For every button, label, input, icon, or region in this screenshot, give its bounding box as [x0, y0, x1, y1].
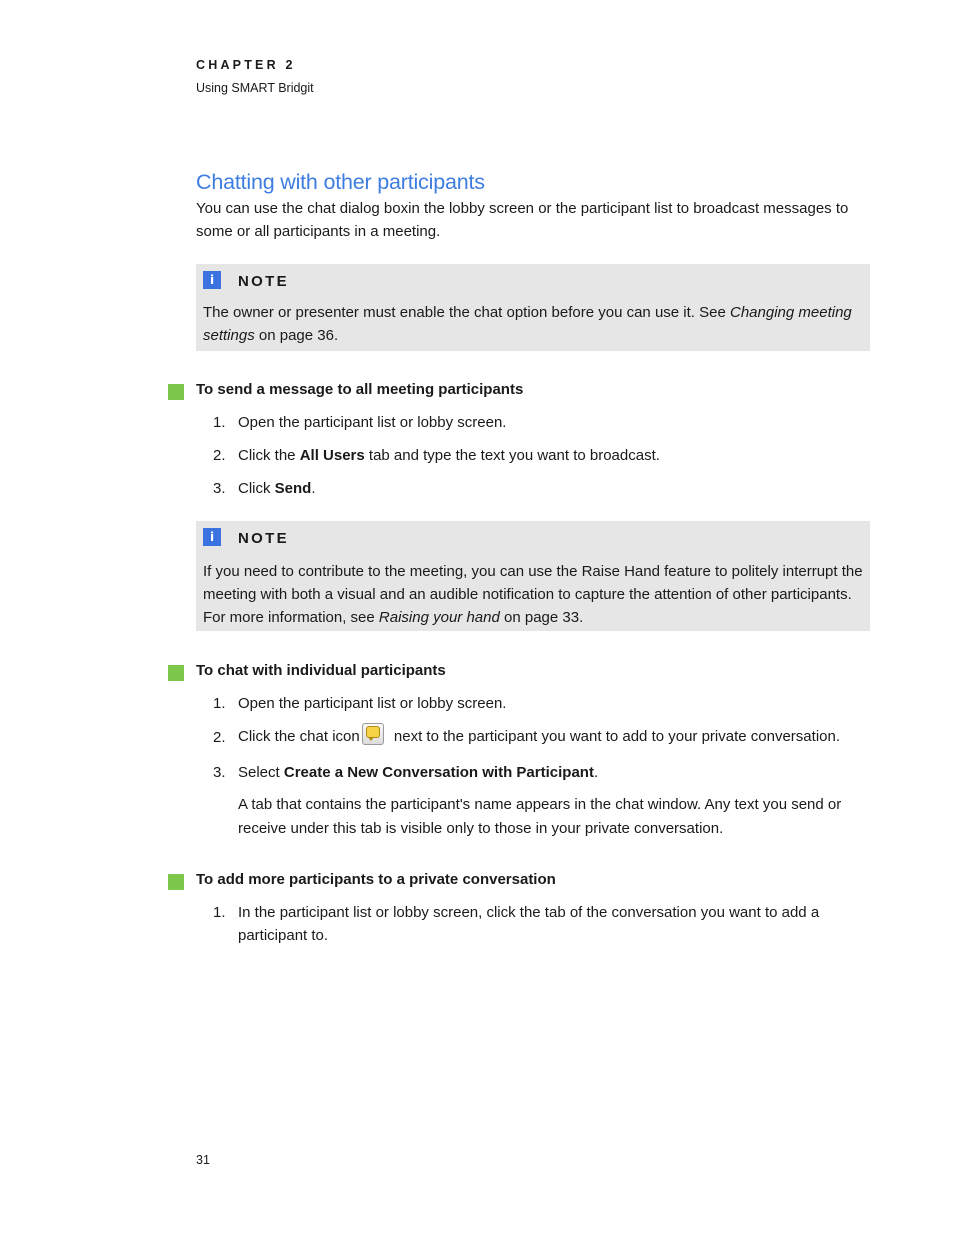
cross-reference-link[interactable]: Changing meeting settings: [203, 304, 852, 344]
step-item: [196, 411, 866, 444]
procedure-marker: [168, 665, 184, 681]
step-text: Click the All Users tab and type the text you want to broadcast.: [238, 447, 660, 464]
step-item: [196, 692, 866, 717]
step-text: Click the chat icon next to the participant you want to add to your private conversation.: [238, 723, 866, 748]
note-box: [196, 264, 870, 351]
procedure-marker: [168, 384, 184, 400]
note-heading: NOTE: [238, 273, 289, 290]
page-number: 31: [196, 1153, 210, 1167]
procedure-steps: [196, 692, 866, 793]
step-item: [196, 761, 866, 793]
procedure-title: To send a message to all meeting participants: [196, 381, 524, 398]
step-text: Open the participant list or lobby screen.: [238, 695, 507, 712]
step-text: Click Send.: [238, 480, 316, 497]
procedure-title: To add more participants to a private conversation: [196, 871, 556, 888]
procedure-steps: [196, 901, 866, 947]
step-number: 1.: [213, 904, 226, 921]
note-text: The owner or presenter must enable the chat option before you can use it. See Changing meeting settings on page 36.: [203, 304, 852, 344]
step-item: [196, 901, 866, 947]
procedure-marker: [168, 874, 184, 890]
chat-icon: [362, 723, 384, 745]
chapter-label: CHAPTER 2: [196, 58, 296, 72]
step-item: [196, 717, 866, 761]
chapter-title: Using SMART Bridgit: [196, 81, 314, 95]
intro-paragraph: You can use the chat dialog boxin the lobby screen or the participant list to broadcast messages to some or all participants in a meeting.: [196, 200, 849, 240]
procedure-title: To chat with individual participants: [196, 662, 446, 679]
note-text: If you need to contribute to the meeting, you can use the Raise Hand feature to politely interrupt the meeting with both a visual and an audible notification to capture the attention of other participants. For more information, see Raising your hand on page 33.: [203, 563, 863, 626]
step-number: 2.: [213, 729, 226, 746]
step-text: In the participant list or lobby screen, click the tab of the conversation you want to add a participant to.: [238, 904, 820, 944]
note-heading: NOTE: [238, 530, 289, 547]
info-icon: i: [203, 528, 221, 546]
step-text: Select Create a New Conversation with Participant.: [238, 764, 599, 781]
step-number: 1.: [213, 695, 226, 712]
step-number: 2.: [213, 447, 226, 464]
step-number: 1.: [213, 414, 226, 431]
note-box: [196, 521, 870, 631]
info-icon: i: [203, 271, 221, 289]
step-item: [196, 477, 866, 510]
section-title: Chatting with other participants: [196, 170, 485, 194]
cross-reference-link[interactable]: Raising your hand: [378, 609, 500, 626]
step-item: [196, 444, 866, 477]
step-number: 3.: [213, 764, 226, 781]
procedure-steps: [196, 411, 866, 510]
step-text: Open the participant list or lobby screen.: [238, 414, 507, 431]
step-detail: A tab that contains the participant's name appears in the chat window. Any text you send or receive under this tab is visible only to those in your private conversation.: [238, 796, 842, 837]
step-number: 3.: [213, 480, 226, 497]
